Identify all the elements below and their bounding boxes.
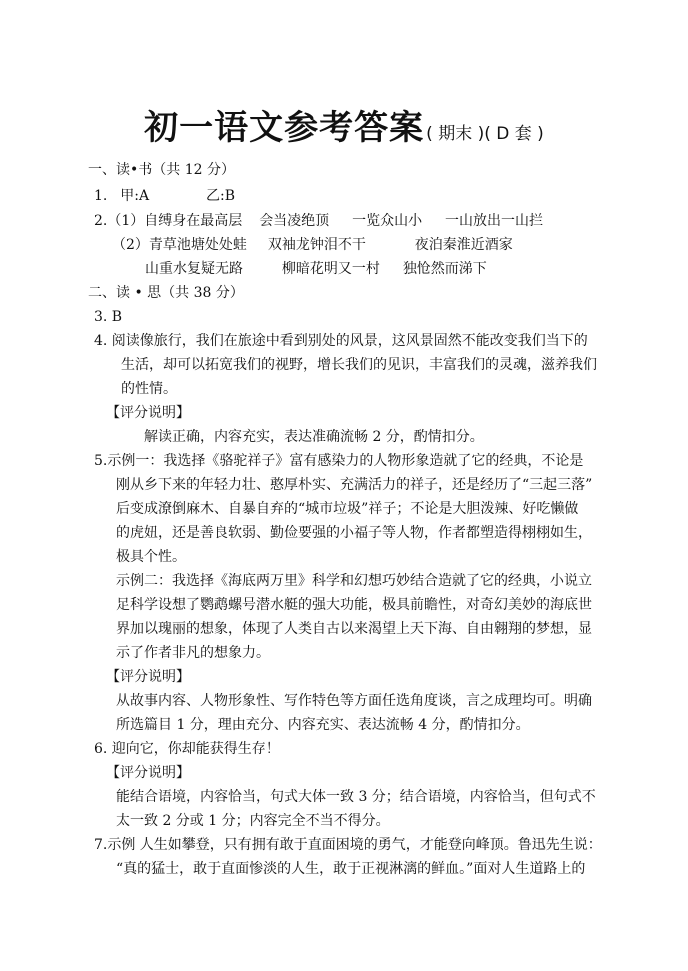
q2-phrase: 双袖龙钟泪不干 [267, 237, 366, 253]
q2-phrase: 山重水复疑无路 [145, 261, 243, 277]
q2-row-1 [94, 211, 543, 231]
q5-line-9: 示了作者非凡的想象力。 [116, 645, 270, 661]
section2-heading: 二、读 • 思（共 38 分） [88, 285, 244, 301]
q6-answer: 6. 迎向它，你却能获得生存！ [94, 741, 280, 757]
title-main: 初一语文参考答案 [144, 108, 425, 148]
q6-rubric-line-1: 能结合语境，内容恰当，句式大体一致 3 分；结合语境，内容恰当，但句式不 [116, 789, 596, 805]
q4-line-1: 4. 阅读像旅行，我们在旅途中看到别处的风景，这风景固然不能改变我们当下的 [94, 333, 588, 349]
q5-line-2: 刚从乡下来的年轻力壮、憨厚朴实、充满活力的祥子，还是经历了“三起三落” [116, 477, 593, 493]
q1-line [94, 186, 235, 206]
q7-line-2: “真的猛士，敢于直面惨淡的人生，敢于正视淋漓的鲜血。”面对人生道路上的 [116, 861, 586, 877]
q2-phrase: 一山放出一山拦 [445, 213, 543, 229]
q6-rubric-label: 【评分说明】 [106, 765, 190, 781]
q1-number: 1. [94, 188, 108, 204]
section1-heading: 一、读•书（共 12 分） [88, 162, 235, 178]
q5-line-4: 的虎妞，还是善良软弱、勤俭要强的小福子等人物，作者都塑造得栩栩如生， [116, 525, 592, 541]
q2-phrase: 夜泊秦淮近酒家 [414, 237, 513, 253]
q5-line-7: 足科学设想了鹦鹉螺号潜水艇的强大功能，极具前瞻性，对奇幻美妙的海底世 [116, 597, 592, 613]
q1-answer-b: 乙:B [206, 188, 236, 204]
q4-rubric-text: 解读正确，内容充实，表达准确流畅 2 分，酌情扣分。 [144, 429, 484, 445]
q5-line-8: 界加以瑰丽的想象，体现了人类自古以来渴望上天下海、自由翱翔的梦想，显 [116, 621, 592, 637]
q5-line-3: 后变成潦倒麻木、自暴自弃的“城市垃圾”祥子；不论是大胆泼辣、好吃懒做 [116, 501, 579, 517]
title-subtitle: ( 期末 )( D 套 ) [426, 124, 544, 144]
q6-rubric-line-2: 太一致 2 分或 1 分；内容完全不当不得分。 [116, 813, 390, 829]
q7-line-1: 7.示例 人生如攀登，只有拥有敢于直面困境的勇气，才能登向峰顶。鲁迅先生说： [94, 837, 602, 853]
q2-phrase: 一览众山小 [352, 213, 423, 229]
q2-phrase: 独怆然而涕下 [402, 261, 487, 277]
q2-phrase: （2）青草池塘处处蛙 [112, 237, 247, 253]
q5-rubric-label: 【评分说明】 [106, 669, 190, 685]
q2-row-3 [145, 259, 487, 279]
q2-number: 2. [94, 213, 108, 229]
q2-row-2 [112, 235, 513, 255]
q1-answer-a: 甲:A [120, 188, 150, 204]
q5-line-1: 5.示例一：我选择《骆驼祥子》富有感染力的人物形象造就了它的经典，不论是 [94, 453, 584, 469]
q2-phrase: （1）自缚身在最高层 [107, 213, 243, 229]
document-title [0, 100, 688, 149]
q3-answer: 3. B [94, 309, 123, 325]
q2-phrase: 会当凌绝顶 [259, 213, 330, 229]
q4-line-2: 生活，却可以拓宽我们的视野，增长我们的见识，丰富我们的灵魂，滋养我们 [121, 357, 597, 373]
q4-line-3: 的性情。 [121, 381, 177, 397]
q5-rubric-line-2: 所选篇目 1 分，理由充分、内容充实、表达流畅 4 分，酌情扣分。 [116, 717, 530, 733]
q2-phrase: 柳暗花明又一村 [281, 261, 380, 277]
q5-rubric-line-1: 从故事内容、人物形象性、写作特色等方面任选角度谈，言之成理均可。明确 [116, 693, 592, 709]
q5-line-6: 示例二：我选择《海底两万里》科学和幻想巧妙结合造就了它的经典，小说立 [116, 573, 592, 589]
q4-rubric-label: 【评分说明】 [106, 405, 190, 421]
q5-line-5: 极具个性。 [116, 549, 186, 565]
